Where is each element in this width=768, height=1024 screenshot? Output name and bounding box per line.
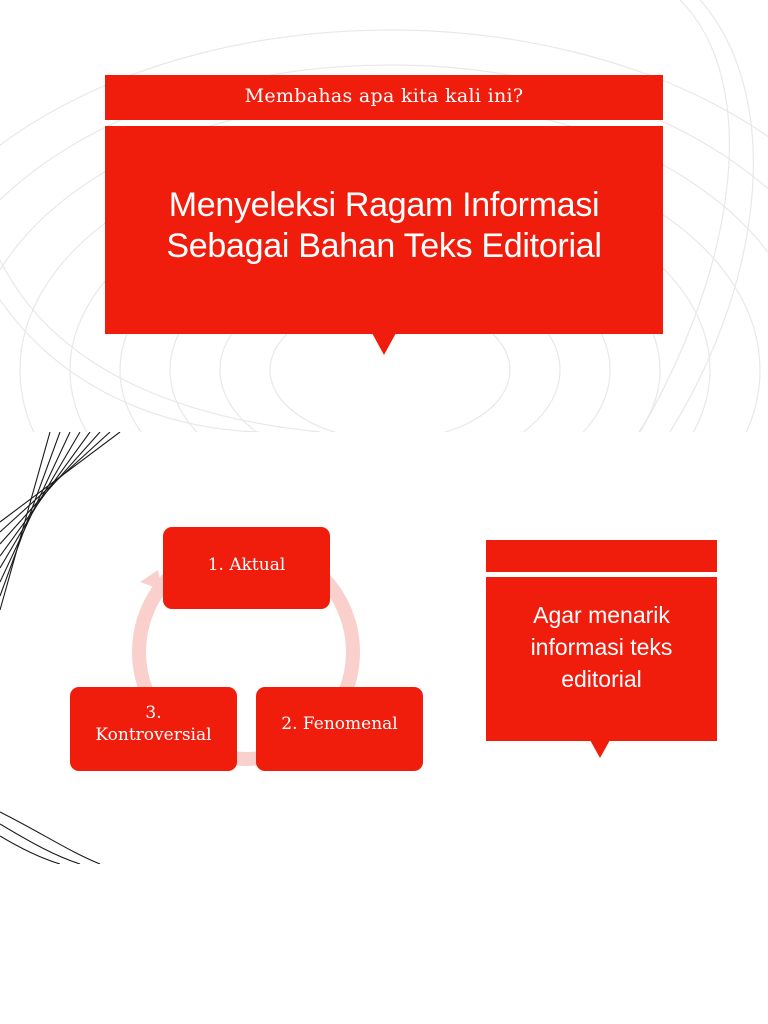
- heading-line-1: Menyeleksi Ragam Informasi: [168, 186, 600, 224]
- node-label-number: 3.: [145, 703, 162, 723]
- cycle-arrowhead: [140, 570, 162, 590]
- cycle-node-aktual: [163, 527, 330, 609]
- cycle-node-fenomenal: [256, 687, 423, 771]
- callout-pointer: [590, 740, 610, 758]
- callout-line-2: informasi teks: [530, 633, 673, 660]
- callout-line-1: Agar menarik: [533, 601, 670, 628]
- topic-title-text: Membahas apa kita kali ini?: [244, 84, 524, 107]
- slide-criteria: [0, 432, 768, 864]
- heading-line-2: Sebagai Bahan Teks Editorial: [166, 227, 602, 265]
- node-label: 2. Fenomenal: [281, 714, 398, 734]
- callout-box: [486, 577, 717, 741]
- node-label: 1. Aktual: [207, 555, 286, 575]
- cycle-node-kontroversial: [70, 687, 237, 771]
- slide-title: [0, 0, 768, 432]
- callout-line-3: editorial: [561, 665, 642, 692]
- main-heading-box: [105, 126, 663, 334]
- topic-title-bar: [105, 75, 663, 120]
- node-label-text: Kontroversial: [95, 725, 212, 745]
- callout-header-bar: [486, 540, 717, 572]
- callout-pointer: [372, 333, 396, 355]
